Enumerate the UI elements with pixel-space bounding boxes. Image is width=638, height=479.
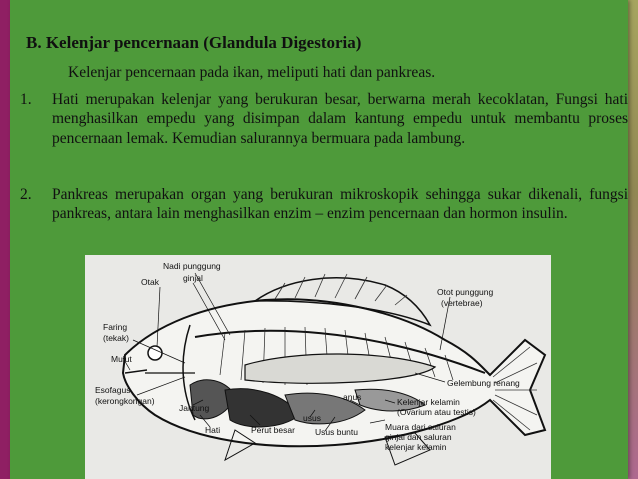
label-nadi: Nadi punggung	[163, 261, 221, 271]
label-faring: Faring	[103, 322, 128, 332]
label-kelamin: Kelenjar kelamin	[397, 397, 460, 407]
label-kerongkongan: (kerongkongan)	[95, 396, 155, 406]
label-otak: Otak	[141, 277, 159, 287]
label-usus-buntu: Usus buntu	[315, 427, 358, 437]
list-number: 2.	[20, 186, 32, 203]
slide-title: B. Kelenjar pencernaan (Glandula Digestoria)	[26, 33, 362, 52]
label-gelembung: Gelembung renang	[447, 378, 520, 388]
fish-anatomy-figure	[85, 255, 551, 479]
eye	[148, 346, 162, 360]
label-hati: Hati	[205, 425, 221, 435]
label-muara: Muara dari saluran	[385, 422, 456, 432]
label-perut: Perut besar	[251, 425, 295, 435]
label-anus: anus	[343, 392, 362, 402]
label-vertebrae: (vertebrae)	[441, 298, 483, 308]
label-otot: Otot punggung	[437, 287, 494, 297]
label-muara-3: kelenjar kelamin	[385, 442, 447, 452]
label-jantung: Jantung	[179, 403, 210, 413]
fish-diagram	[85, 255, 551, 479]
label-tekak: (tekak)	[103, 333, 129, 343]
label-usus: usus	[303, 413, 321, 423]
list-text: Hati merupakan kelenjar yang berukuran besar, berwarna merah kecoklatan, Fungsi hati menghasilkan empedu yang disimpan dalam kantung empedu untuk membantu proses pencernaan lemak. Kemudian salurannya bermuara pada lambung.	[52, 91, 628, 147]
list-text: Pankreas merupakan organ yang berukuran mikroskopik sehingga sukar dikenali, fungsi pankreas, antara lain menghasilkan enzim – enzim pencernaan dan hormon insulin.	[52, 186, 628, 223]
label-esofagus: Esofagus	[95, 385, 131, 395]
label-muara-2: ginjal dan saluran	[385, 432, 452, 442]
list-number: 1.	[20, 91, 32, 108]
label-ovarium: (Ovarium atau testis)	[397, 407, 476, 417]
label-ginjal: ginjal	[183, 273, 203, 283]
intro-text: Kelenjar pencernaan pada ikan, meliputi hati dan pankreas.	[68, 64, 436, 81]
label-mulut: Mulut	[111, 354, 132, 364]
